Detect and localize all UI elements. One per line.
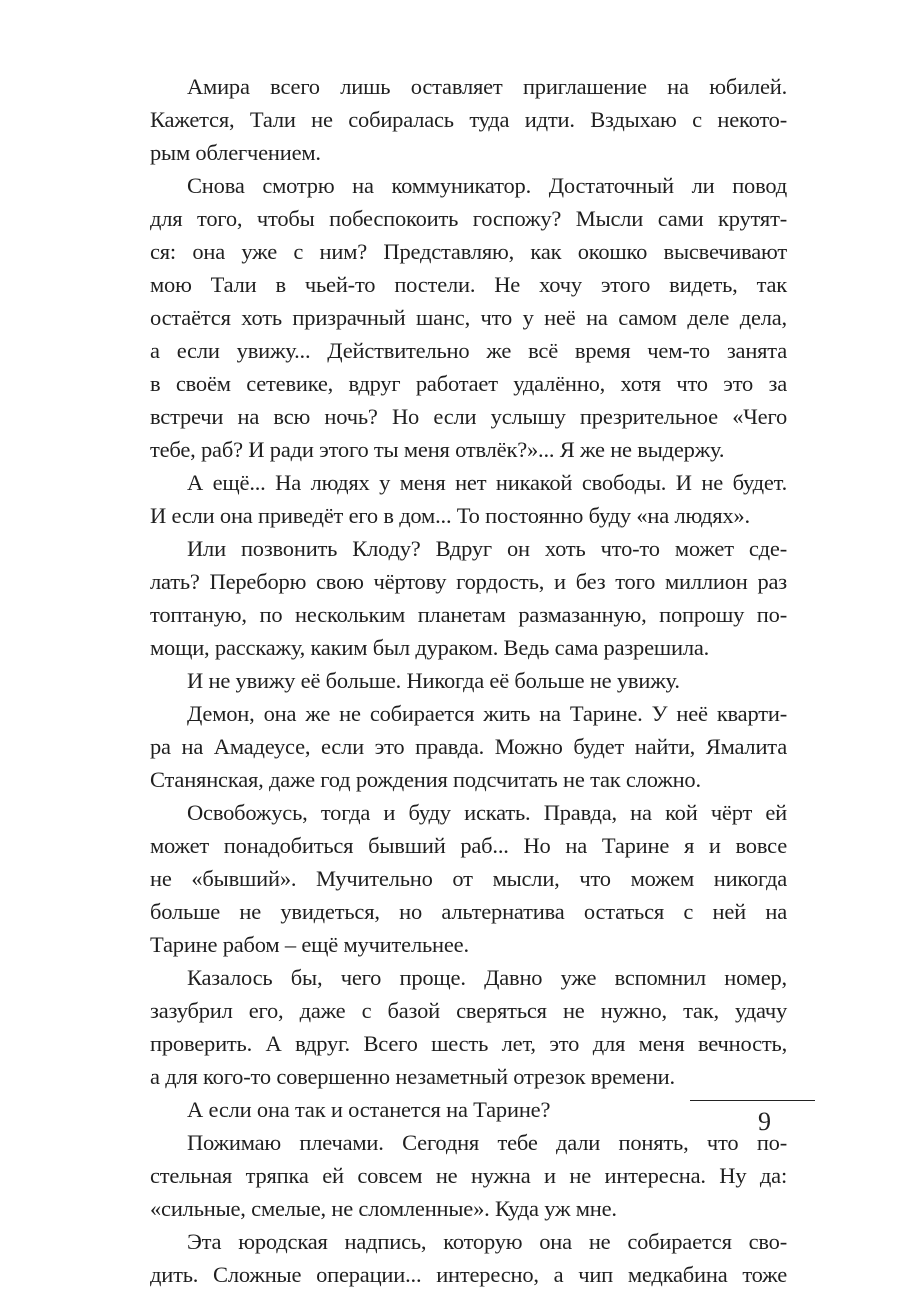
footer-rule <box>690 1100 815 1101</box>
text-line: может понадобиться бывший раб... Но на Тарине я и вовсе <box>150 833 787 858</box>
page-number: 9 <box>758 1107 771 1136</box>
text-line: остаётся хоть призрачный шанс, что у неё на самом деле дела, <box>150 305 787 330</box>
paragraph-first-line: А ещё... На людях у меня нет никакой свободы. И не будет. <box>187 470 787 495</box>
text-line: для того, чтобы побеспокоить госпожу? Мысли сами крутят- <box>150 206 787 231</box>
paragraph-first-line: Или позвонить Клоду? Вдруг он хоть что-то может сде- <box>187 536 787 561</box>
text-line: И если она приведёт его в дом... То постоянно буду «на людях». <box>150 503 750 528</box>
text-line: а для кого-то совершенно незаметный отрезок времени. <box>150 1064 675 1089</box>
text-line: дить. Сложные операции... интересно, а чип медкабина тоже <box>150 1262 787 1287</box>
text-line: ра на Амадеусе, если это правда. Можно будет найти, Ямалита <box>150 734 787 759</box>
text-line: Тарине рабом – ещё мучительнее. <box>150 932 469 957</box>
paragraph-first-line: А если она так и останется на Тарине? <box>187 1097 551 1122</box>
text-line: топтаную, по нескольким планетам размазанную, попрошу по- <box>150 602 787 627</box>
text-line: мощи, расскажу, каким был дураком. Ведь сама разрешила. <box>150 635 710 660</box>
text-line: тебе, раб? И ради этого ты меня отвлёк?»... Я же не выдержу. <box>150 437 725 462</box>
paragraph-first-line: И не увижу её больше. Никогда её больше не увижу. <box>187 668 680 693</box>
text-line: Станянская, даже год рождения подсчитать не так сложно. <box>150 767 701 792</box>
paragraph-first-line: Демон, она же не собирается жить на Тарине. У неё кварти- <box>187 701 787 726</box>
paragraph-first-line: Казалось бы, чего проще. Давно уже вспомнил номер, <box>187 965 787 990</box>
text-line: лать? Переборю свою чёртову гордость, и без того миллион раз <box>150 569 787 594</box>
text-line: зазубрил его, даже с базой сверяться не нужно, так, удачу <box>150 998 787 1023</box>
paragraph-first-line: Эта юродская надпись, которую она не собирается сво- <box>187 1229 787 1254</box>
text-line: больше не увидеться, но альтернатива остаться с ней на <box>150 899 787 924</box>
page-body-text <box>150 70 787 1291</box>
text-line: проверить. А вдруг. Всего шесть лет, это для меня вечность, <box>150 1031 787 1056</box>
text-line: Кажется, Тали не собиралась туда идти. Вздыхаю с некото- <box>150 107 787 132</box>
text-line: стельная тряпка ей совсем не нужна и не интересна. Ну да: <box>150 1163 787 1188</box>
text-line: «сильные, смелые, не сломленные». Куда уж мне. <box>150 1196 617 1221</box>
paragraph-first-line: Снова смотрю на коммуникатор. Достаточный ли повод <box>187 173 787 198</box>
text-line: мою Тали в чьей-то постели. Не хочу этого видеть, так <box>150 272 787 297</box>
text-line: а если увижу... Действительно же всё время чем-то занята <box>150 338 787 363</box>
paragraph-first-line: Пожимаю плечами. Сегодня тебе дали понять, что по- <box>187 1130 787 1155</box>
text-line: рым облегчением. <box>150 140 321 165</box>
text-line: встречи на всю ночь? Но если услышу презрительное «Чего <box>150 404 787 429</box>
text-line: ся: она уже с ним? Представляю, как окошко высвечивают <box>150 239 787 264</box>
text-line: не «бывший». Мучительно от мысли, что можем никогда <box>150 866 787 891</box>
text-line: в своём сетевике, вдруг работает удалённо, хотя что это за <box>150 371 787 396</box>
paragraph-first-line: Амира всего лишь оставляет приглашение на юбилей. <box>187 74 787 99</box>
paragraph-first-line: Освобожусь, тогда и буду искать. Правда, на кой чёрт ей <box>187 800 787 825</box>
